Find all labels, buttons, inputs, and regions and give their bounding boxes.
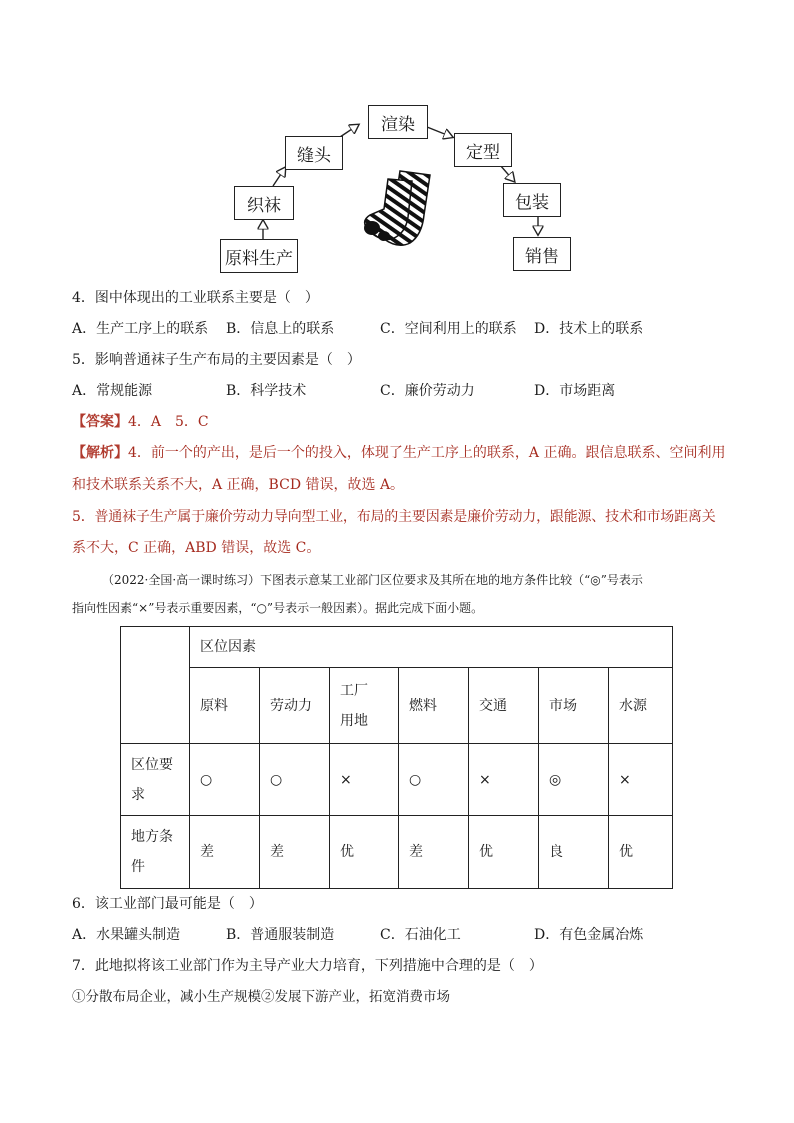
analysis-text-1: 4．前一个的产出，是后一个的投入，体现了生产工序上的联系，A 正确。跟信息联系、空间利用	[128, 445, 726, 461]
table-row-label-text: 区位要求	[131, 756, 173, 803]
question-4: 4．图中体现出的工业联系主要是（ ）	[72, 290, 319, 306]
table-row	[121, 816, 673, 889]
table-group-header: 区位因素	[190, 627, 673, 668]
table-cell: ○	[399, 744, 469, 816]
table-cell: 优	[609, 816, 673, 889]
table-cell: 差	[260, 816, 330, 889]
q5-option-d: D．市场距离	[534, 383, 616, 399]
answer-line	[72, 412, 209, 432]
intro-line-1: （2022·全国·高一课时练习）下图表示意某工业部门区位要求及其所在地的地方条件比较（“◎”号表示	[102, 573, 643, 587]
table-cell: 优	[469, 816, 539, 889]
table-col-header: 燃料	[399, 668, 469, 744]
table-row-label	[121, 744, 190, 816]
q6-option-d: D．有色金属冶炼	[534, 927, 644, 943]
question-5: 5．影响普通袜子生产布局的主要因素是（ ）	[72, 352, 361, 368]
table-cell: ○	[190, 744, 260, 816]
q4-option-d: D．技术上的联系	[534, 321, 644, 337]
q4-option-a: A．生产工序上的联系	[72, 321, 209, 337]
table-row	[121, 744, 673, 816]
q6-option-a: A．水果罐头制造	[72, 927, 181, 943]
question-6: 6．该工业部门最可能是（ ）	[72, 896, 263, 912]
table-col-header: 交通	[469, 668, 539, 744]
arrow-4	[427, 127, 452, 137]
table-col-header: 水源	[609, 668, 673, 744]
table-cell: 良	[539, 816, 609, 889]
table-cell: 优	[330, 816, 399, 889]
box-setting: 定型	[454, 133, 512, 167]
table-col-header: 劳动力	[260, 668, 330, 744]
table-cell: ○	[260, 744, 330, 816]
box-raw-material: 原料生产	[220, 239, 298, 273]
table-col-header	[330, 668, 399, 744]
analysis-line-1	[72, 443, 725, 463]
table-cell: ◎	[539, 744, 609, 816]
table-row-label-text: 地方条件	[131, 829, 173, 875]
table-row-label	[121, 816, 190, 889]
table-cell: 差	[190, 816, 260, 889]
table-cell: ×	[469, 744, 539, 816]
box-knitting: 织袜	[234, 186, 294, 220]
box-dyeing: 渲染	[368, 105, 428, 139]
analysis-line-4: 系不大，C 正确，ABD 错误，故选 C。	[72, 540, 321, 556]
q4-option-c: C．空间利用上的联系	[380, 321, 517, 337]
table-corner-cell	[121, 627, 190, 744]
intro-line-2: 指向性因素“×”号表示重要因素，“○”号表示一般因素）。据此完成下面小题。	[72, 601, 484, 615]
box-packaging: 包装	[503, 183, 561, 217]
analysis-line-3: 5．普通袜子生产属于廉价劳动力导向型工业，布局的主要因素是廉价劳动力，跟能源、技术和市场距离关	[72, 509, 716, 525]
analysis-line-2: 和技术联系关系不大，A 正确，BCD 错误，故选 A。	[72, 477, 405, 493]
table-header-row	[121, 668, 673, 744]
q7-statement: ①分散布局企业，减小生产规模②发展下游产业，拓宽消费市场	[72, 989, 450, 1005]
table-cell: ×	[330, 744, 399, 816]
q6-option-c: C．石油化工	[380, 927, 461, 943]
arrow-2	[273, 168, 285, 186]
table-col-header: 原料	[190, 668, 260, 744]
q5-option-b: B．科学技术	[226, 383, 307, 399]
table-col-header-text: 工厂用地	[340, 682, 368, 729]
box-sales: 销售	[513, 237, 571, 271]
analysis-label: 【解析】	[72, 445, 128, 461]
q5-option-a: A．常规能源	[72, 383, 153, 399]
question-7: 7．此地拟将该工业部门作为主导产业大力培育，下列措施中合理的是（ ）	[72, 958, 543, 974]
answer-label: 【答案】	[72, 414, 128, 430]
box-seaming: 缝头	[285, 136, 343, 170]
q6-option-b: B．普通服装制造	[226, 927, 335, 943]
table-cell: ×	[609, 744, 673, 816]
table-cell: 差	[399, 816, 469, 889]
answer-text: 4．A 5．C	[128, 414, 209, 430]
table-col-header: 市场	[539, 668, 609, 744]
q5-option-c: C．廉价劳动力	[380, 383, 475, 399]
sock-icon	[360, 165, 440, 255]
q4-option-b: B．信息上的联系	[226, 321, 335, 337]
arrow-5	[500, 165, 514, 181]
location-factor-table	[120, 626, 673, 889]
